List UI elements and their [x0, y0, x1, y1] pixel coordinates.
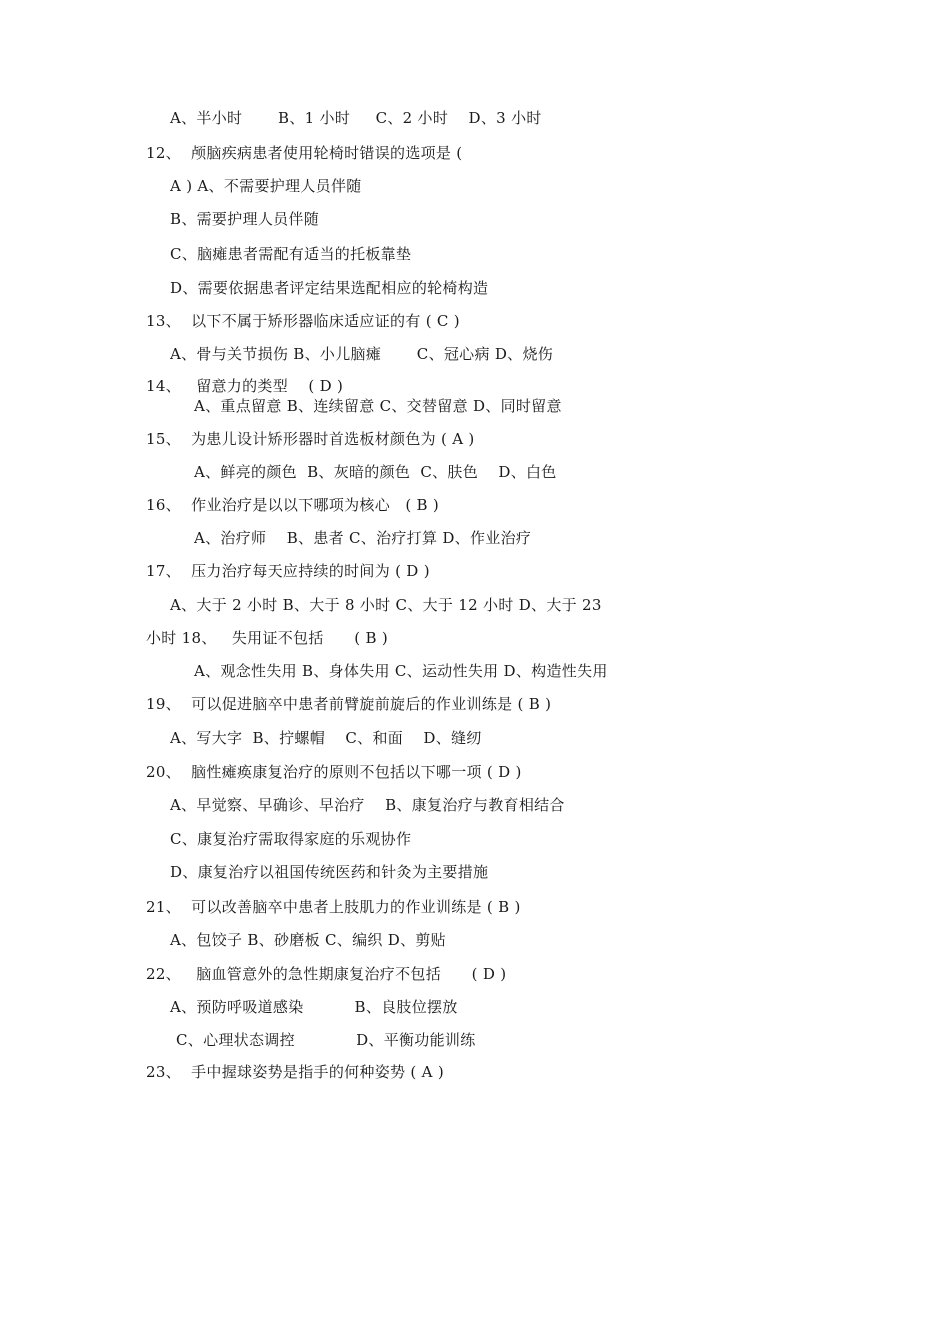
option-line-q21: A、包饺子 B、砂磨板 C、编织 D、剪贴 [170, 931, 446, 949]
question-20: 20、 脑性瘫痪康复治疗的原则不包括以下哪一项 ( D ) [146, 763, 522, 781]
option-line-q12-d: D、需要依据患者评定结果选配相应的轮椅构造 [170, 279, 489, 297]
question-16: 16、 作业治疗是以以下哪项为核心 ( B ) [146, 496, 440, 514]
question-21: 21、 可以改善脑卒中患者上肢肌力的作业训练是 ( B ) [146, 898, 521, 916]
question-12: 12、 颅脑疾病患者使用轮椅时错误的选项是 ( [146, 144, 463, 162]
question-14: 14、 留意力的类型 ( D ) [146, 377, 344, 395]
option-line-q12-b: B、需要护理人员伴随 [170, 210, 320, 228]
option-line-q11: A、半小时 B、1 小时 C、2 小时 D、3 小时 [170, 109, 542, 127]
option-line-q14: A、重点留意 B、连续留意 C、交替留意 D、同时留意 [194, 397, 562, 415]
question-18: 小时 18、 失用证不包括 ( B ) [146, 629, 389, 647]
question-23: 23、 手中握球姿势是指手的何种姿势 ( A ) [146, 1063, 444, 1081]
question-13: 13、 以下不属于矫形器临床适应证的有 ( C ) [146, 312, 460, 330]
option-line-q20-c: C、康复治疗需取得家庭的乐观协作 [170, 830, 412, 848]
question-19: 19、 可以促进脑卒中患者前臂旋前旋后的作业训练是 ( B ) [146, 695, 552, 713]
option-line-q16: A、治疗师 B、患者 C、治疗打算 D、作业治疗 [194, 529, 532, 547]
option-line-q17: A、大于 2 小时 B、大于 8 小时 C、大于 12 小时 D、大于 23 [170, 596, 602, 614]
option-line-q19: A、写大字 B、拧螺帽 C、和面 D、缝纫 [170, 729, 482, 747]
question-15: 15、 为患儿设计矫形器时首选板材颜色为 ( A ) [146, 430, 475, 448]
option-line-q15: A、鲜亮的颜色 B、灰暗的颜色 C、肤色 D、白色 [194, 463, 557, 481]
option-line-q20-ab: A、早觉察、早确诊、早治疗 B、康复治疗与教育相结合 [170, 796, 565, 814]
option-line-q22-cd: C、心理状态调控 D、平衡功能训练 [176, 1031, 476, 1049]
option-line-q13: A、骨与关节损伤 B、小儿脑瘫 C、冠心病 D、烧伤 [170, 345, 554, 363]
option-line-q22-ab: A、预防呼吸道感染 B、良肢位摆放 [170, 998, 458, 1016]
question-17: 17、 压力治疗每天应持续的时间为 ( D ) [146, 562, 430, 580]
question-22: 22、 脑血管意外的急性期康复治疗不包括 ( D ) [146, 965, 507, 983]
option-line-q12-a: A ) A、不需要护理人员伴随 [170, 177, 362, 195]
option-line-q18: A、观念性失用 B、身体失用 C、运动性失用 D、构造性失用 [194, 662, 608, 680]
option-line-q20-d: D、康复治疗以祖国传统医药和针灸为主要措施 [170, 863, 489, 881]
option-line-q12-c: C、脑瘫患者需配有适当的托板靠垫 [170, 245, 412, 263]
